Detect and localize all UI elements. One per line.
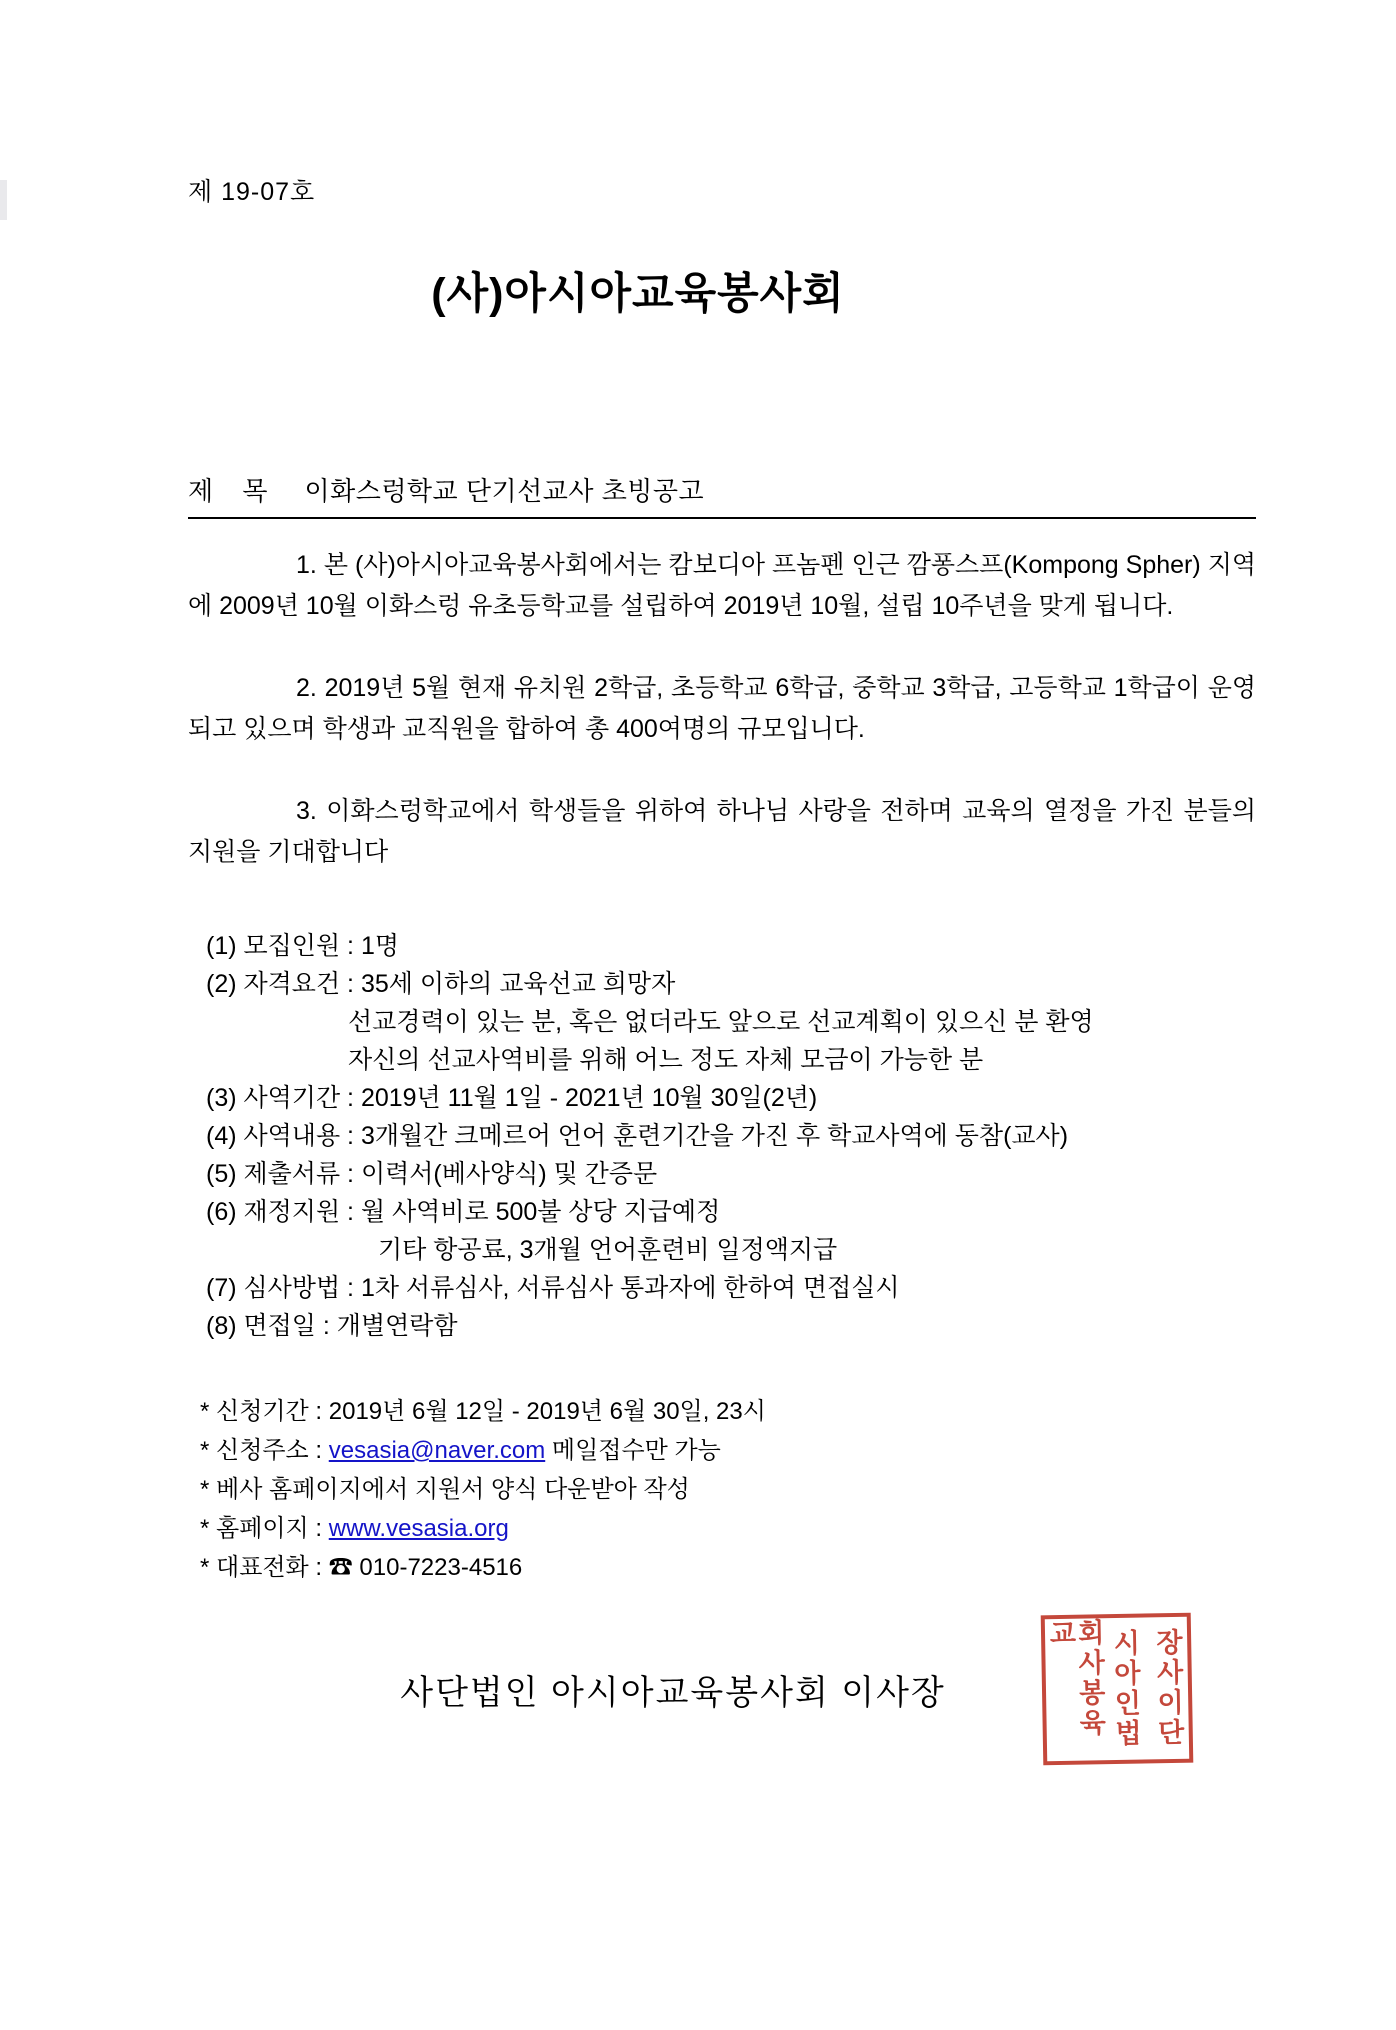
note-apply-address xyxy=(200,1432,1258,1471)
paragraph-3-text: 3. 이화스렁학교에서 학생들을 위하여 하나님 사랑을 전하며 교육의 열정을 가진 분들의 지원을 기대합니다 xyxy=(188,797,1256,866)
note-apply-period xyxy=(200,1393,1258,1432)
paragraph-2 xyxy=(188,668,1256,749)
signature-line: 사단법인 아시아교육봉사회 이사장 xyxy=(400,1674,946,1713)
list-item: (1) 모집인원 : 1명 xyxy=(206,932,399,960)
telephone-icon: ☎ xyxy=(328,1553,353,1581)
subject-value: 이화스렁학교 단기선교사 초빙공고 xyxy=(304,476,705,506)
note-phone-number: 010-7223-4516 xyxy=(359,1553,523,1581)
list-item: (8) 면접일 : 개별연락함 xyxy=(206,1312,458,1340)
homepage-link[interactable]: www.vesasia.org xyxy=(328,1514,509,1542)
subject-row xyxy=(188,471,1256,519)
list-item: (2) 자격요건 : 35세 이하의 교육선교 희망자 xyxy=(206,970,676,998)
list-item: (7) 심사방법 : 1차 서류심사, 서류심사 통과자에 한하여 면접실시 xyxy=(206,1274,900,1302)
seal-column-3: 장사이단 xyxy=(1150,1627,1184,1749)
email-link[interactable]: vesasia@naver.com xyxy=(328,1436,546,1464)
seal-column-2: 시아인법 xyxy=(1108,1628,1142,1750)
seal-column-1: 회사봉육교 xyxy=(1044,1618,1106,1739)
note-phone xyxy=(200,1549,1258,1588)
list-item: (3) 사역기간 : 2019년 11월 1일 - 2021년 10월 30일(2년) xyxy=(206,1084,818,1112)
note-apply-period-label: * 신청기간 : xyxy=(200,1398,329,1425)
paragraph-1-text: 1. 본 (사)아시아교육봉사회에서는 캄보디아 프놈펜 인근 깜퐁스프(Kompong Spher) 지역에 2009년 10월 이화스렁 유초등학교를 설립하여 2019년 10월, 설립 10주년을 맞게 됩니다. xyxy=(188,551,1256,620)
notes-section xyxy=(188,1393,1258,1587)
document-content xyxy=(188,0,1258,1714)
organization-title: (사)아시아교육봉사회 xyxy=(431,270,845,318)
note-apply-address-suffix: 메일접수만 가능 xyxy=(545,1436,721,1464)
note-form-download: * 베사 홈페이지에서 지원서 양식 다운받아 작성 xyxy=(200,1475,690,1503)
list-subitem: 선교경력이 있는 분, 혹은 없더라도 앞으로 선교계획이 있으신 분 환영 xyxy=(348,1008,1094,1036)
official-seal-stamp xyxy=(1041,1613,1194,1766)
document-number: 제 19-07호 xyxy=(188,178,316,206)
paragraph-2-text: 2. 2019년 5월 현재 유치원 2학급, 초등학교 6학급, 중학교 3학급, 고등학교 1학급이 운영되고 있으며 학생과 교직원을 합하여 총 400여명의 규모입니다. xyxy=(188,674,1256,743)
note-apply-period-value: 2019년 6월 12일 - 2019년 6월 30일, 23시 xyxy=(328,1398,766,1425)
paragraph-1 xyxy=(188,545,1256,626)
page-edge-marker xyxy=(0,180,7,220)
list-item: (5) 제출서류 : 이력서(베사양식) 및 간증문 xyxy=(206,1160,658,1188)
note-phone-label: * 대표전화 : xyxy=(200,1553,329,1581)
list-subitem: 기타 항공료, 3개월 언어훈련비 일정액지급 xyxy=(378,1236,838,1264)
list-item: (4) 사역내용 : 3개월간 크메르어 언어 훈련기간을 가진 후 학교사역에 동참(교사) xyxy=(206,1122,1069,1150)
requirements-list xyxy=(188,927,1258,1345)
paragraph-3 xyxy=(188,791,1256,872)
note-apply-address-label: * 신청주소 : xyxy=(200,1436,329,1464)
list-item: (6) 재정지원 : 월 사역비로 500불 상당 지급예정 xyxy=(206,1198,721,1226)
note-homepage xyxy=(200,1510,1258,1549)
list-subitem: 자신의 선교사역비를 위해 어느 정도 자체 모금이 가능한 분 xyxy=(348,1046,984,1074)
subject-label: 제 목 xyxy=(188,476,279,506)
note-homepage-label: * 홈페이지 : xyxy=(200,1514,329,1542)
